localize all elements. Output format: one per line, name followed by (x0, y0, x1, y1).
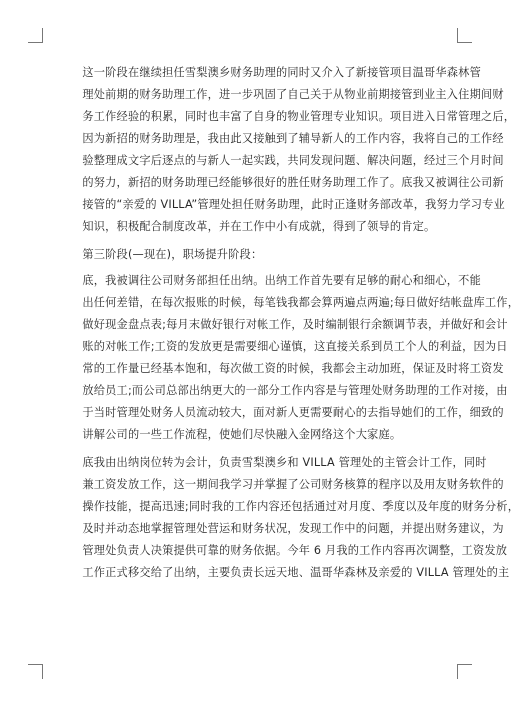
text-line: 验整理成文字后逐点的与新人一起实践，共同发现问题、解决问题，经过三个月时间 (82, 154, 504, 167)
text-line: 第三阶段(—现在)，职场提升阶段： (82, 248, 263, 261)
text-line: 账的对帐工作;工资的发放更是需要细心谨慎，这直接关系到员工个人的利益，因为日 (82, 340, 508, 353)
crop-mark-top-left (28, 28, 43, 43)
text-line: 出任何差错，在每次报账的时候，每笔钱我都会算两遍点两遍;每日做好结帐盘库工作， (82, 296, 519, 309)
text-line: 于当时管理处财务人员流动较大，面对新人更需要耐心的去指导她们的工作，细致的 (82, 406, 504, 419)
document-body (60, 62, 519, 590)
text-line: 兼工资发放工作，这一期间我学习并掌握了公司财务核算的程序以及用友财务软件的 (82, 478, 504, 491)
text-line: 务工作经验的积累，同时也丰富了自身的物业管理专业知识。项目进入日常管理之后， (82, 110, 516, 123)
paragraph-stage-two (60, 62, 516, 238)
text-line: 因为新招的财务助理是，我由此又接触到了辅导新人的工作内容，我将自己的工作经 (82, 132, 504, 145)
text-line: 管理处负责人决策提供可靠的财务依据。今年 6 月我的工作内容再次调整，工资发放 (82, 544, 508, 557)
text-line: 常的工作量已经基本饱和，每次做工资的时候，我都会主动加班，保证及时将工资发 (82, 362, 504, 375)
text-line: 底我由出纳岗位转为会计，负责雪梨澳乡和 VILLA 管理处的主管会计工作，同时 (82, 456, 487, 469)
section-heading-stage-three (60, 244, 444, 266)
text-line: 放给员工;而公司总部出纳更大的一部分工作内容是与管理处财务助理的工作对接，由 (82, 384, 508, 397)
paragraph-accountant (60, 452, 519, 584)
crop-mark-bottom-right (457, 664, 472, 679)
text-line: 操作技能，提高迅速;同时我的工作内容还包括通过对月度、季度以及年度的财务分析， (82, 500, 519, 513)
text-line: 接管的“亲爱的 VILLA”管理处担任财务助理，此时正逢财务部改革，我努力学习专业 (82, 198, 505, 211)
crop-mark-top-right (457, 28, 472, 43)
text-line: 这一阶段在继续担任雪梨澳乡财务助理的同时又介入了新接管项目温哥华森林管 (82, 66, 481, 79)
text-line: 知识，积极配合制度改革，并在工作中小有成就，得到了领导的肯定。 (82, 220, 436, 233)
text-line: 理处前期的财务助理工作，进一步巩固了自己关于从物业前期接管到业主入住期间财 (82, 88, 504, 101)
text-line: 讲解公司的一些工作流程，使她们尽快融入金网络这个大家庭。 (82, 428, 402, 441)
text-line: 及时并动态地掌握管理处营运和财务状况，发现工作中的问题，并提出财务建议，为 (82, 522, 504, 535)
text-line: 做好现金盘点表;每月末做好银行对帐工作，及时编制银行余额调节表，并做好和会计 (82, 318, 508, 331)
text-line: 的努力，新招的财务助理已经能够很好的胜任财务助理工作了。底我又被调往公司新 (82, 176, 504, 189)
paragraph-cashier (60, 270, 519, 446)
text-line: 工作正式移交给了出纳，主要负责长远天地、温哥华森林及亲爱的 VILLA 管理处的主 (82, 566, 510, 579)
crop-mark-bottom-left (28, 664, 43, 679)
text-line: 底，我被调往公司财务部担任出纳。出纳工作首先要有足够的耐心和细心，不能 (82, 274, 481, 287)
